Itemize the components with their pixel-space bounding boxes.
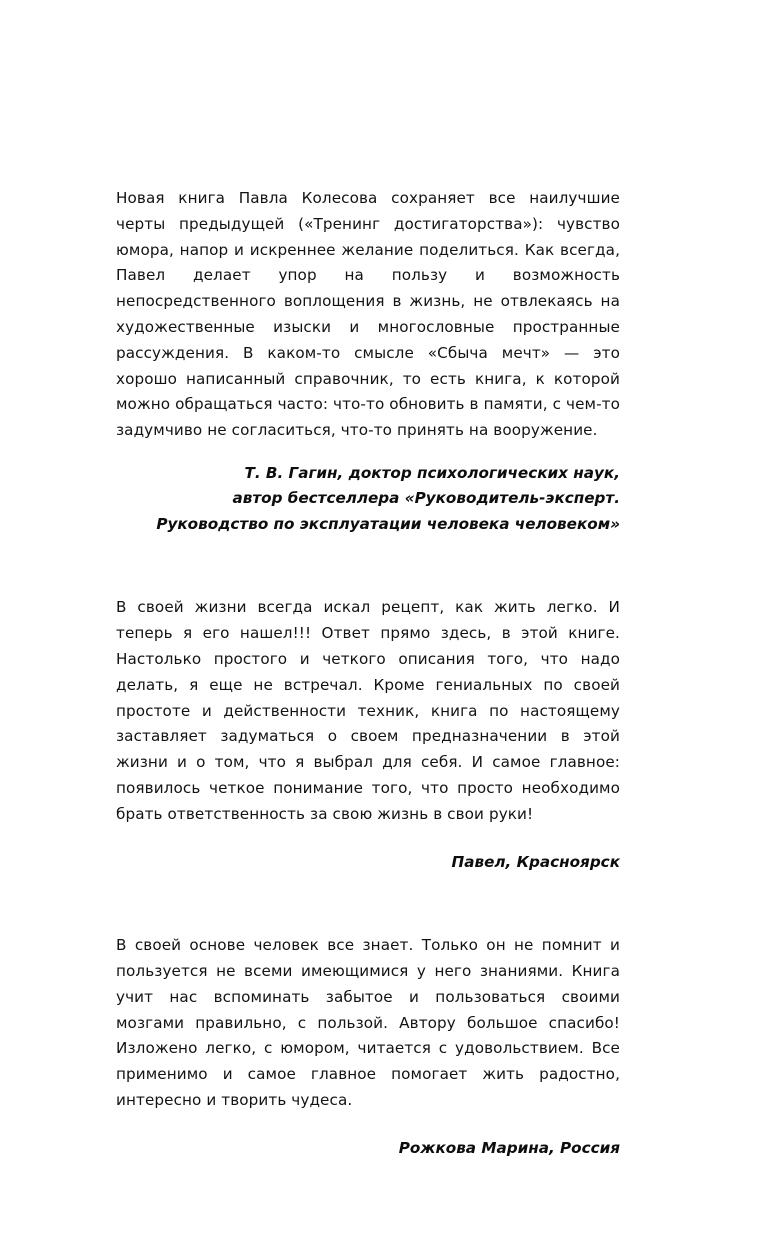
testimonial-1-attribution <box>116 444 620 538</box>
attribution-line: Руководство по эксплуатации человека человеком» <box>156 514 620 533</box>
testimonial-3-attribution <box>116 1114 620 1162</box>
testimonial-1-text: Новая книга Павла Колесова сохраняет все наилучшие черты предыдущей («Тренинг достигаторства»): чувство юмора, напор и искреннее желание поделиться. Как всегда, Павел делает упор на пользу и возможность непосредственного воплощения в жизнь, не отвлекаясь на художественные изыски и многословные пространные рассуждения. В каком-то смысле «Сбыча мечт» — это хорошо написанный справочник, то есть книга, к которой можно обращаться часто: что-то обновить в памяти, с чем-то задумчиво не согласиться, что-то принять на вооружение. <box>116 189 620 440</box>
testimonial-2-attribution <box>116 828 620 876</box>
testimonial-2-text: В своей жизни всегда искал рецепт, как жить легко. И теперь я его нашел!!! Ответ прямо здесь, в этой книге. Настолько простого и четкого описания того, что надо делать, я еще не встречал. Кроме гениальных по своей простоте и действенности техник, книга по настоящему заставляет задуматься о своем предназначении в этой жизни и о том, что я выбрал для себя. И самое главное: появилось четкое понимание того, что просто необходимо брать ответственность за свою жизнь в свои руки! <box>116 598 620 823</box>
attribution-line: Т. В. Гагин, доктор психологических наук, <box>244 463 620 482</box>
testimonial-2 <box>116 595 620 875</box>
testimonial-1 <box>116 186 620 537</box>
attribution-line: автор бестселлера «Руководитель-эксперт. <box>232 489 620 508</box>
testimonial-3 <box>116 933 620 1161</box>
attribution-line: Павел, Красноярск <box>451 852 620 871</box>
attribution-line: Рожкова Марина, Россия <box>398 1138 620 1157</box>
testimonial-3-text: В своей основе человек все знает. Только он не помнит и пользуется не всеми имеющимися у него знаниями. Книга учит нас вспоминать забытое и пользоваться своими мозгами правильно, с пользой. Автору большое спасибо! Изложено легко, с юмором, читается с удовольствием. Все применимо и самое главное помогает жить радостно, интересно и творить чудеса. <box>116 936 620 1109</box>
